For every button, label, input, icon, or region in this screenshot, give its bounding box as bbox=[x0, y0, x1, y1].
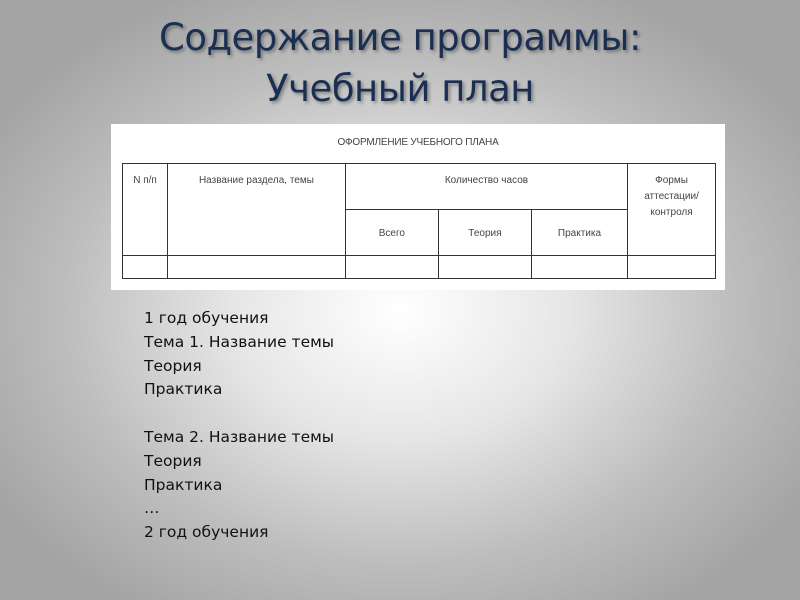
title-line-2: Учебный план bbox=[266, 67, 534, 110]
table-row bbox=[123, 256, 716, 279]
header-number: N п/п bbox=[123, 164, 168, 256]
table-caption: ОФОРМЛЕНИЕ УЧЕБНОГО ПЛАНА bbox=[337, 137, 499, 148]
header-section-name: Название раздела, темы bbox=[167, 164, 345, 256]
curriculum-table bbox=[122, 163, 716, 279]
table-cell bbox=[531, 256, 627, 279]
header-hours: Количество часов bbox=[345, 164, 627, 210]
table-cell bbox=[345, 256, 438, 279]
table-cell bbox=[123, 256, 168, 279]
header-practice: Практика bbox=[531, 210, 627, 256]
table-cell bbox=[628, 256, 716, 279]
list-item: Тема 1. Название темы bbox=[144, 332, 335, 351]
table-cell bbox=[438, 256, 531, 279]
slide-title bbox=[0, 12, 800, 114]
list-item: Практика bbox=[144, 380, 223, 399]
list-item: … bbox=[144, 499, 160, 518]
list-item: Теория bbox=[144, 451, 202, 470]
header-total: Всего bbox=[345, 210, 438, 256]
list-item: Практика bbox=[144, 475, 223, 494]
list-item: 1 год обучения bbox=[144, 309, 269, 327]
header-theory: Теория bbox=[438, 210, 531, 256]
header-assessment-forms: Формы аттестации/ контроля bbox=[628, 164, 716, 256]
blank-line bbox=[144, 402, 334, 426]
table-cell bbox=[167, 256, 345, 279]
list-item: 2 год обучения bbox=[144, 523, 269, 542]
list-item: Теория bbox=[144, 356, 202, 375]
curriculum-table-image bbox=[111, 124, 725, 290]
title-line-1: Содержание программы: bbox=[159, 16, 641, 59]
list-item: Тема 2. Название темы bbox=[144, 427, 335, 446]
body-text-list bbox=[144, 307, 334, 545]
